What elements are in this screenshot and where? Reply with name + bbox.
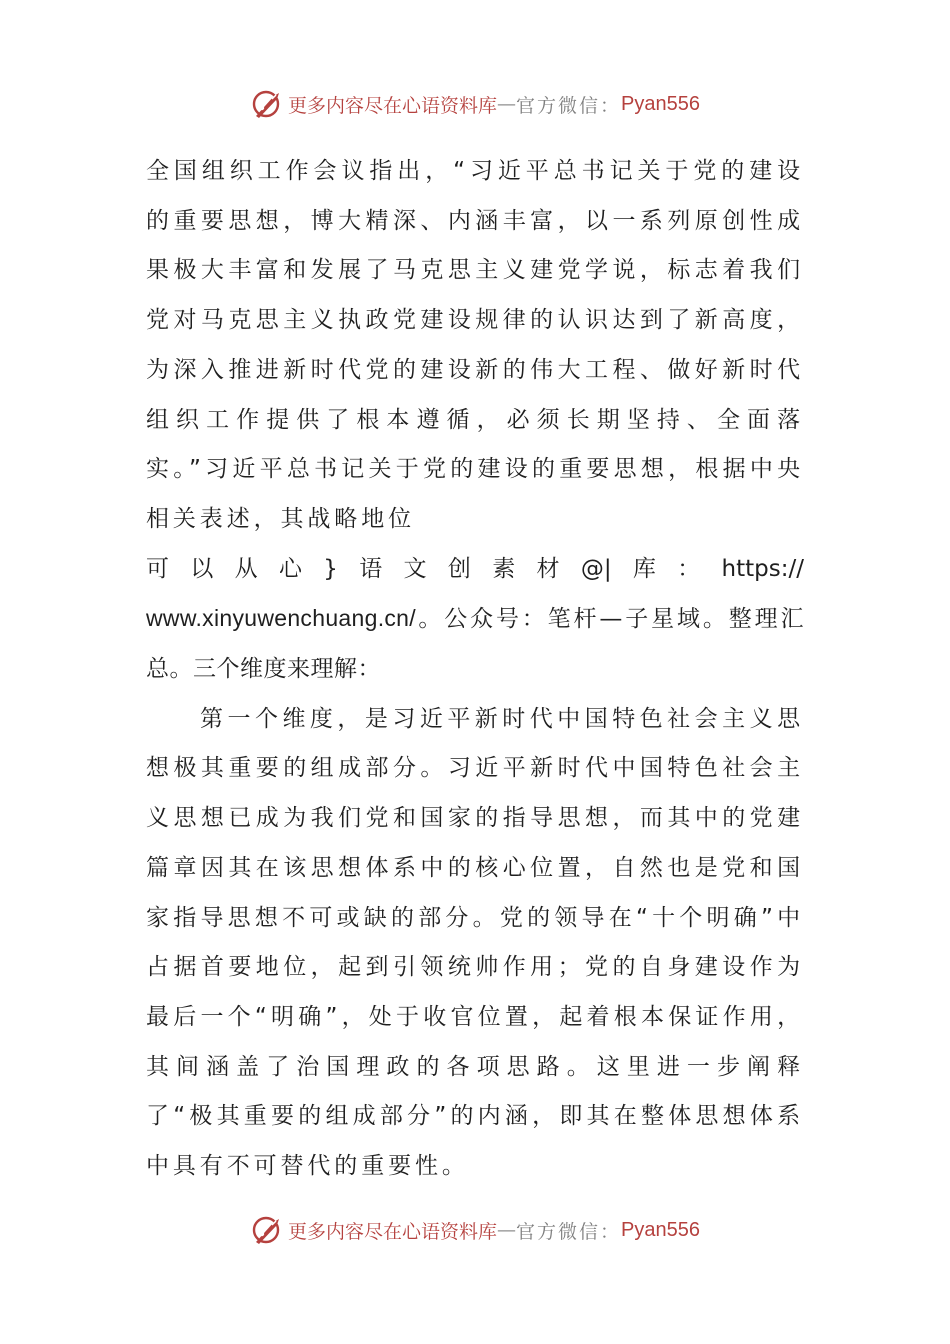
banner-title: 更多内容尽在心语资料库 bbox=[288, 1220, 498, 1243]
document-body bbox=[146, 147, 804, 1187]
pen-nib-circle-icon bbox=[250, 1213, 284, 1247]
banner-wechat-label: 官方微信： bbox=[516, 1220, 622, 1243]
banner-dash: — bbox=[497, 1219, 517, 1241]
paragraph-source-line bbox=[146, 545, 804, 595]
source-after-url: 。公众号：笔杆—子星域。整理汇总。三个维度来理解： bbox=[146, 606, 804, 683]
footer-banner bbox=[0, 1208, 950, 1252]
banner-title: 更多内容尽在心语资料库 bbox=[288, 94, 498, 117]
source-spaced-text: 可以从心}语文创素材@|库：https:// bbox=[146, 555, 804, 582]
banner-wechat-id: Pyan556 bbox=[621, 1218, 700, 1241]
paragraph-first-dimension: 第一个维度，是习近平新时代中国特色社会主义思想极其重要的组成部分。习近平新时代中国特色社会主义思想已成为我们党和国家的指导思想，而其中的党建篇章因其在该思想体系中的核心位置，自然也是党和国家指导思想不可或缺的部分。党的领导在“十个明确”中占据首要地位，起到引领统帅作用；党的自身建设作为最后一个“明确”，处于收官位置，起着根本保证作用，其间涵盖了治国理政的各项思路。这里进一步阐释了“极其重要的组成部分”的内涵，即其在整体思想体系中具有不可替代的重要性。 bbox=[146, 705, 804, 1180]
source-url[interactable]: www.xinyuwenchuang.cn/ bbox=[146, 605, 416, 632]
pen-nib-circle-icon bbox=[250, 87, 284, 121]
banner-dash: — bbox=[497, 93, 517, 115]
banner-wechat-label: 官方微信： bbox=[516, 94, 622, 117]
paragraph-source-continued bbox=[146, 594, 804, 694]
header-banner bbox=[0, 82, 950, 126]
banner-wechat-id: Pyan556 bbox=[621, 92, 700, 115]
paragraph-intro: 全国组织工作会议指出，“习近平总书记关于党的建设的重要思想，博大精深、内涵丰富，以一系列原创性成果极大丰富和发展了马克思主义建党学说，标志着我们党对马克思主义执政党建设规律的认识达到了新高度，为深入推进新时代党的建设新的伟大工程、做好新时代组织工作提供了根本遵循，必须长期坚持、全面落实。”习近平总书记关于党的建设的重要思想，根据中央相关表述，其战略地位 bbox=[146, 158, 804, 532]
